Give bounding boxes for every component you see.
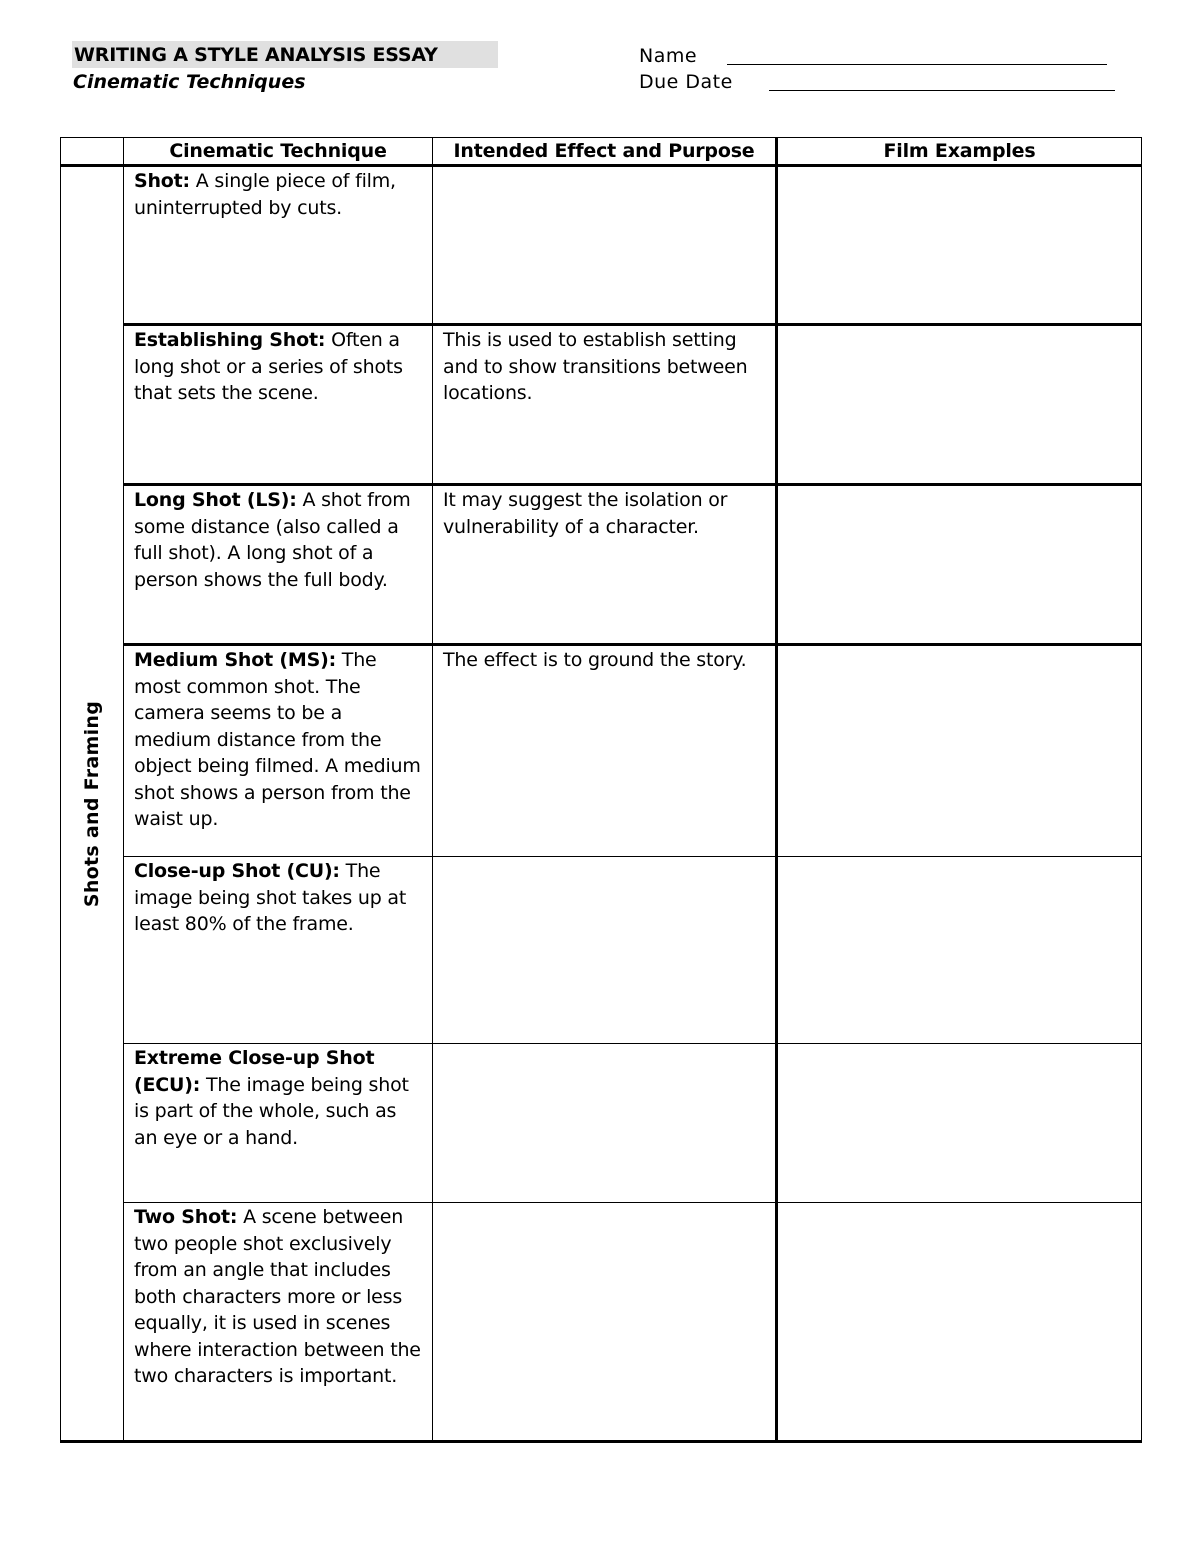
technique-cell xyxy=(124,325,433,485)
header-effect: Intended Effect and Purpose xyxy=(433,138,777,166)
technique-term: Shot: xyxy=(134,170,190,192)
technique-cell xyxy=(124,166,433,325)
technique-term: Two Shot: xyxy=(134,1206,238,1228)
examples-cell[interactable] xyxy=(777,325,1142,485)
header-examples: Film Examples xyxy=(777,138,1142,166)
table-row xyxy=(61,485,1142,645)
name-line[interactable] xyxy=(727,64,1107,65)
technique-definition: The most common shot. The camera seems to be a medium distance from the object being filmed. A medium shot shows a person from the waist up. xyxy=(134,649,421,830)
table-header-row xyxy=(61,138,1142,166)
technique-cell xyxy=(124,857,433,1044)
effect-cell xyxy=(433,857,777,1044)
examples-cell[interactable] xyxy=(777,166,1142,325)
table-row xyxy=(61,645,1142,857)
effect-cell: The effect is to ground the story. xyxy=(433,645,777,857)
technique-cell xyxy=(124,645,433,857)
table-row xyxy=(61,325,1142,485)
due-date-line[interactable] xyxy=(769,90,1115,91)
technique-term: Long Shot (LS): xyxy=(134,489,297,511)
technique-definition: A single piece of film, uninterrupted by cuts. xyxy=(134,170,396,219)
technique-cell xyxy=(124,1203,433,1442)
examples-cell[interactable] xyxy=(777,645,1142,857)
technique-term: Extreme Close-up Shot (ECU): xyxy=(134,1047,375,1096)
header-technique: Cinematic Technique xyxy=(124,138,433,166)
table-row xyxy=(61,857,1142,1044)
technique-definition: A shot from some distance (also called a full shot). A long shot of a person shows the full body. xyxy=(134,489,411,591)
header-blank xyxy=(61,138,124,166)
techniques-table xyxy=(60,137,1142,1443)
effect-cell: This is used to establish setting and to show transitions between locations. xyxy=(433,325,777,485)
technique-definition: A scene between two people shot exclusively from an angle that includes both characters more or less equally, it is used in scenes where interaction between the two characters is important. xyxy=(134,1206,421,1387)
technique-definition: Often a long shot or a series of shots that sets the scene. xyxy=(134,329,403,404)
technique-cell xyxy=(124,485,433,645)
examples-cell[interactable] xyxy=(777,1203,1142,1442)
technique-cell xyxy=(124,1044,433,1203)
due-date-label: Due Date xyxy=(639,71,733,93)
name-label: Name xyxy=(639,45,698,67)
technique-definition: The image being shot takes up at least 80% of the frame. xyxy=(134,860,407,935)
examples-cell[interactable] xyxy=(777,857,1142,1044)
table-row xyxy=(61,1044,1142,1203)
effect-cell xyxy=(433,1044,777,1203)
technique-term: Establishing Shot: xyxy=(134,329,326,351)
technique-term: Medium Shot (MS): xyxy=(134,649,336,671)
table-row xyxy=(61,1203,1142,1442)
effect-cell xyxy=(433,166,777,325)
side-label-cell xyxy=(61,166,124,1442)
table-row xyxy=(61,166,1142,325)
effect-cell: It may suggest the isolation or vulnerability of a character. xyxy=(433,485,777,645)
technique-definition: The image being shot is part of the whole, such as an eye or a hand. xyxy=(134,1073,409,1149)
due-date-field xyxy=(639,69,733,95)
document-subtitle: Cinematic Techniques xyxy=(73,71,306,93)
name-field xyxy=(639,43,697,69)
technique-term: Close-up Shot (CU): xyxy=(134,860,340,882)
side-label: Shots and Framing xyxy=(81,700,103,907)
document-title: WRITING A STYLE ANALYSIS ESSAY xyxy=(72,41,498,68)
effect-cell xyxy=(433,1203,777,1442)
examples-cell[interactable] xyxy=(777,485,1142,645)
examples-cell[interactable] xyxy=(777,1044,1142,1203)
